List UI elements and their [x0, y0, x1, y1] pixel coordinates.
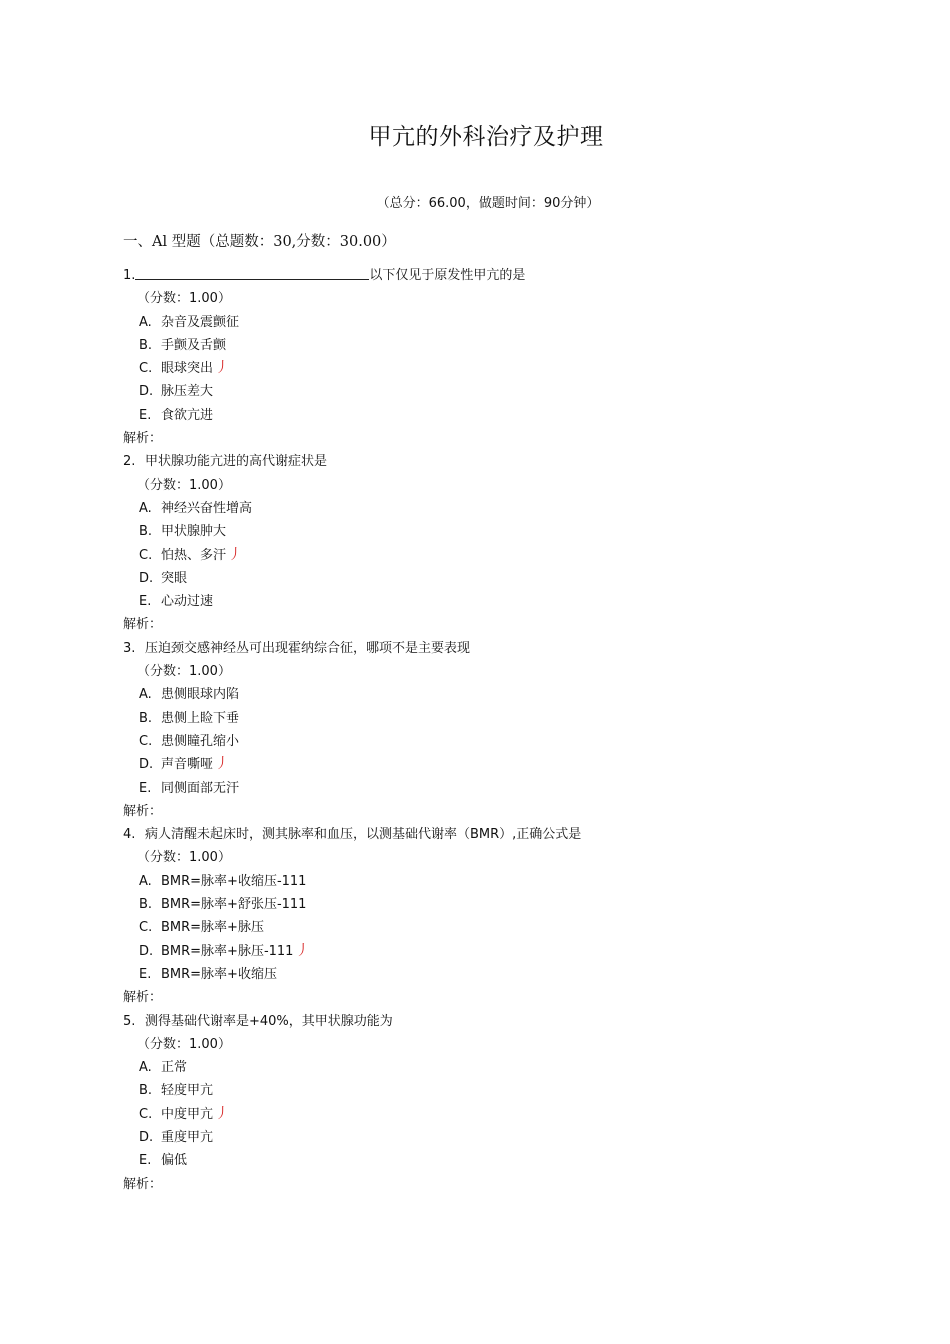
option-letter: D.	[139, 570, 154, 586]
question-score: （分数：1.00）	[137, 477, 231, 493]
answer-option	[123, 963, 843, 986]
option-letter: E.	[139, 780, 152, 796]
answer-option	[123, 753, 843, 776]
answer-option	[123, 520, 843, 543]
answer-option	[123, 1103, 843, 1126]
question-score: （分数：1.00）	[137, 664, 231, 680]
option-text: 手颤及舌颤	[161, 337, 227, 353]
option-letter: E.	[139, 1153, 152, 1169]
option-text: 偏低	[161, 1153, 188, 1169]
option-text: 怕热、多汗	[161, 547, 227, 563]
answer-option	[123, 940, 843, 963]
option-text: 心动过速	[161, 594, 214, 610]
option-text: 甲状腺肿大	[161, 524, 227, 540]
option-text: 脉压差大	[161, 384, 214, 400]
option-text: 神经兴奋性增高	[161, 500, 253, 516]
correct-mark-icon: 丿	[215, 360, 230, 377]
answer-option	[123, 497, 843, 520]
option-letter: C.	[139, 547, 153, 563]
question-score: （分数：1.00）	[137, 850, 231, 866]
option-text: BMR=脉率+脉压-111	[161, 943, 294, 959]
question-number: 5.	[123, 1013, 136, 1029]
answer-option	[123, 590, 843, 613]
option-text: 食欲亢进	[161, 407, 214, 423]
answer-option	[123, 870, 843, 893]
answer-option	[123, 311, 843, 334]
question-stem	[123, 823, 843, 846]
answer-option	[123, 404, 843, 427]
answer-option	[123, 1149, 843, 1172]
option-letter: B.	[139, 710, 153, 726]
answer-option	[123, 916, 843, 939]
option-letter: D.	[139, 384, 154, 400]
analysis-label: 解析：	[123, 431, 163, 447]
page-title: 甲亢的外科治疗及护理	[368, 124, 604, 150]
correct-mark-icon: 丿	[215, 756, 230, 773]
question-number: 1.	[123, 268, 136, 283]
answer-option	[123, 1126, 843, 1149]
option-text: 轻度甲亢	[161, 1083, 214, 1099]
answer-option	[123, 544, 843, 567]
option-letter: D.	[139, 943, 154, 959]
option-text: BMR=脉率+舒张压-111	[161, 897, 307, 913]
option-text: 声音嘶哑	[161, 757, 214, 773]
answer-option	[123, 334, 843, 357]
question-item	[123, 1010, 843, 1196]
option-letter: A.	[139, 687, 152, 703]
option-text: 重度甲亢	[161, 1129, 214, 1145]
analysis-label: 解析：	[123, 617, 163, 633]
answer-option	[123, 777, 843, 800]
option-text: 杂音及震颤征	[161, 314, 240, 330]
option-letter: B.	[139, 1083, 153, 1099]
option-letter: E.	[139, 594, 152, 610]
option-text: 正常	[161, 1060, 188, 1076]
option-letter: A.	[139, 1060, 152, 1076]
option-letter: B.	[139, 337, 153, 353]
correct-mark-icon: 丿	[215, 1105, 230, 1122]
question-item	[123, 450, 843, 636]
question-stem	[123, 450, 843, 473]
question-item	[123, 264, 843, 450]
answer-option	[123, 1056, 843, 1079]
question-text: 病人清醒未起床时，测其脉率和血压，以测基础代谢率（BMR）,正确公式是	[145, 827, 582, 843]
question-score: （分数：1.00）	[137, 291, 231, 307]
answer-option	[123, 1079, 843, 1102]
option-text: 突眼	[161, 570, 188, 586]
option-letter: C.	[139, 733, 153, 749]
question-number: 3.	[123, 640, 136, 656]
answer-option	[123, 380, 843, 403]
option-text: 眼球突出	[161, 361, 214, 377]
option-text: BMR=脉率+收缩压-111	[161, 873, 307, 889]
answer-option	[123, 683, 843, 706]
option-text: 同侧面部无汗	[161, 780, 240, 796]
option-letter: E.	[139, 407, 152, 423]
option-text: BMR=脉率+脉压	[161, 920, 264, 936]
answer-blank	[135, 265, 369, 280]
question-list	[123, 264, 843, 1196]
option-text: 患侧上睑下垂	[161, 710, 240, 726]
option-text: 患侧眼球内陷	[161, 687, 240, 703]
analysis-label: 解析：	[123, 803, 163, 819]
correct-mark-icon: 丿	[295, 942, 310, 959]
analysis-label: 解析：	[123, 1176, 163, 1192]
option-letter: C.	[139, 920, 153, 936]
option-letter: A.	[139, 873, 152, 889]
question-stem	[123, 264, 843, 287]
question-score: （分数：1.00）	[137, 1036, 231, 1052]
option-letter: D.	[139, 1129, 154, 1145]
option-letter: B.	[139, 524, 153, 540]
option-text: 患侧瞳孔缩小	[161, 733, 240, 749]
correct-mark-icon: 丿	[228, 546, 243, 563]
answer-option	[123, 567, 843, 590]
question-number: 2.	[123, 454, 136, 470]
answer-option	[123, 730, 843, 753]
question-item	[123, 637, 843, 823]
option-letter: B.	[139, 897, 153, 913]
option-letter: E.	[139, 966, 152, 982]
question-text: 压迫颈交感神经丛可出现霍纳综合征，哪项不是主要表现	[145, 640, 471, 656]
option-text: 中度甲亢	[161, 1106, 214, 1122]
question-stem	[123, 637, 843, 660]
option-letter: C.	[139, 361, 153, 377]
question-stem	[123, 1010, 843, 1033]
question-number: 4.	[123, 827, 136, 843]
question-item	[123, 823, 843, 1009]
answer-option	[123, 893, 843, 916]
option-letter: A.	[139, 500, 152, 516]
question-text: 以下仅见于原发性甲亢的是	[369, 268, 526, 283]
option-letter: C.	[139, 1106, 153, 1122]
question-text: 甲状腺功能亢进的高代谢症状是	[145, 454, 328, 470]
option-letter: D.	[139, 757, 154, 773]
exam-meta: （总分：66.00，做题时间：90分钟）	[376, 196, 600, 211]
analysis-label: 解析：	[123, 990, 163, 1006]
answer-option	[123, 707, 843, 730]
question-text: 测得基础代谢率是+40%，其甲状腺功能为	[145, 1013, 393, 1029]
section-heading: 一、Al 型题（总题数：30,分数：30.00）	[123, 234, 396, 250]
option-letter: A.	[139, 314, 152, 330]
answer-option	[123, 357, 843, 380]
option-text: BMR=脉率+收缩压	[161, 966, 277, 982]
